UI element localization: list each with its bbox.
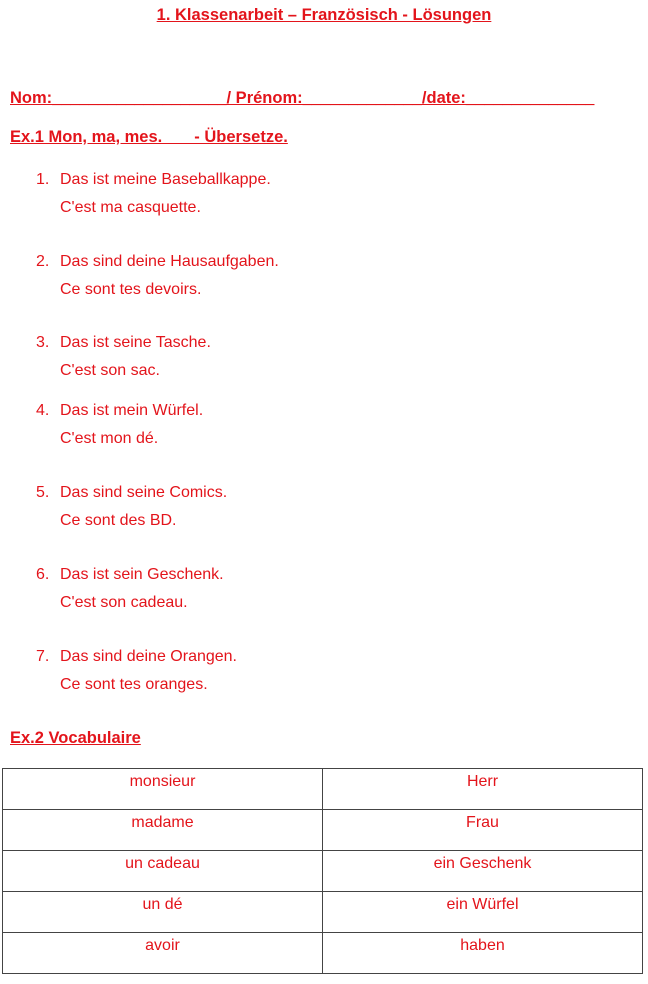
- french-answer: Ce sont tes devoirs.: [60, 281, 202, 298]
- french-word-cell: monsieur: [3, 769, 323, 810]
- german-word-cell: ein Würfel: [323, 892, 643, 933]
- german-sentence: Das ist sein Geschenk.: [60, 566, 224, 583]
- german-sentence: Das ist meine Baseballkappe.: [60, 171, 271, 188]
- french-word-cell: madame: [3, 810, 323, 851]
- exercise1-item-5: [36, 479, 227, 535]
- french-word-cell: un dé: [3, 892, 323, 933]
- item-number: 1.: [36, 171, 50, 188]
- page-title: 1. Klassenarbeit – Französisch - Lösungen: [156, 6, 492, 24]
- exercise1-item-3: [36, 329, 211, 385]
- german-sentence: Das ist seine Tasche.: [60, 334, 211, 351]
- exercise1-item-7: [36, 643, 237, 699]
- item-number: 3.: [36, 334, 50, 351]
- french-answer: Ce sont tes oranges.: [60, 676, 208, 693]
- german-word-cell: Herr: [323, 769, 643, 810]
- french-answer: C'est mon dé.: [60, 430, 159, 447]
- exercise1-item-2: [36, 248, 279, 304]
- french-answer: C'est son cadeau.: [60, 594, 188, 611]
- french-answer: Ce sont des BD.: [60, 512, 177, 529]
- item-number: 4.: [36, 402, 50, 419]
- german-sentence: Das sind deine Hausaufgaben.: [60, 253, 279, 270]
- item-number: 2.: [36, 253, 50, 270]
- exercise1-item-1: [36, 166, 271, 222]
- german-sentence: Das sind deine Orangen.: [60, 648, 237, 665]
- exercise1-item-4: [36, 397, 203, 453]
- french-word-cell: avoir: [3, 933, 323, 974]
- name-prenom-date-line: Nom:___________________/ Prénom:_____________/date:______________: [10, 89, 595, 107]
- exercise2-heading: Ex.2 Vocabulaire: [10, 729, 141, 747]
- table-row: [3, 769, 643, 810]
- table-row: [3, 810, 643, 851]
- german-word-cell: haben: [323, 933, 643, 974]
- table-row: [3, 851, 643, 892]
- french-word-cell: un cadeau: [3, 851, 323, 892]
- german-word-cell: ein Geschenk: [323, 851, 643, 892]
- table-row: [3, 933, 643, 974]
- item-number: 7.: [36, 648, 50, 665]
- french-answer: C'est son sac.: [60, 362, 160, 379]
- german-word-cell: Frau: [323, 810, 643, 851]
- item-number: 5.: [36, 484, 50, 501]
- table-row: [3, 892, 643, 933]
- german-sentence: Das sind seine Comics.: [60, 484, 228, 501]
- item-number: 6.: [36, 566, 50, 583]
- french-answer: C'est ma casquette.: [60, 199, 201, 216]
- german-sentence: Das ist mein Würfel.: [60, 402, 204, 419]
- vocabulary-table: [2, 768, 643, 974]
- exercise1-item-6: [36, 561, 224, 617]
- exercise1-heading: Ex.1 Mon, ma, mes. - Übersetze.: [10, 128, 288, 146]
